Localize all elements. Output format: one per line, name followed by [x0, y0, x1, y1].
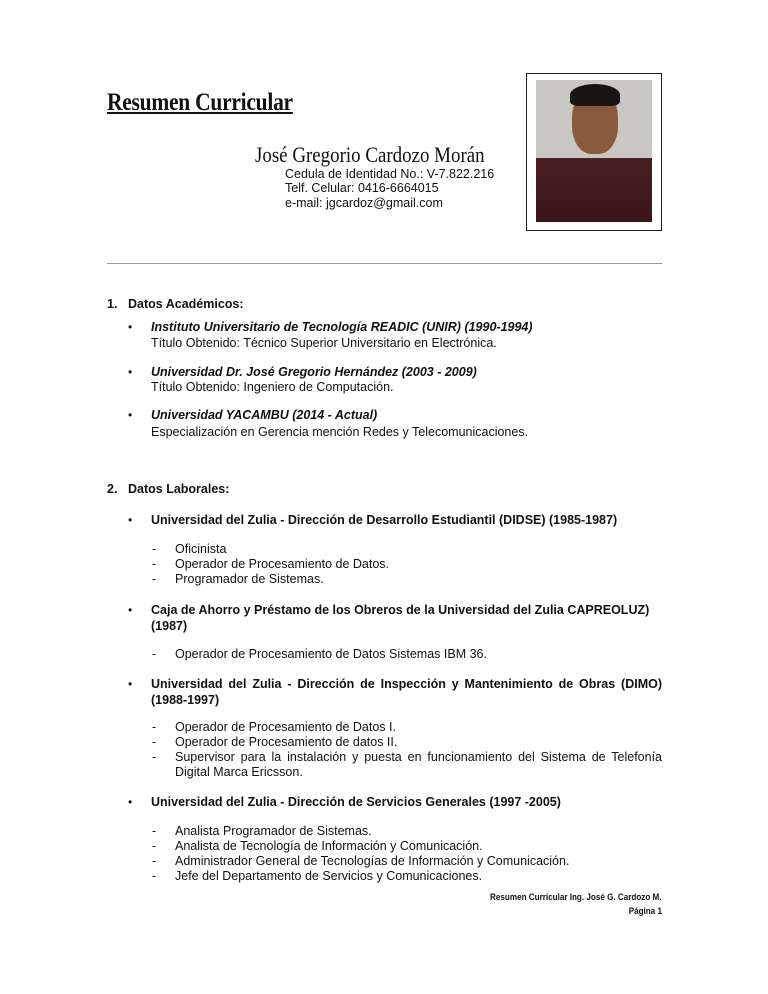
document-title: Resumen Curricular — [107, 89, 293, 116]
employer: Universidad del Zulia - Dirección de Servicios Generales (1997 -2005) — [151, 795, 561, 809]
dash: - — [152, 572, 157, 586]
photo-frame — [526, 73, 662, 231]
dash: - — [152, 839, 157, 853]
dash: - — [152, 557, 157, 571]
section-number: 2. — [107, 482, 118, 496]
employer: Universidad del Zulia - Dirección de Inspección y Mantenimiento de Obras (DIMO) — [151, 677, 662, 691]
institution: Instituto Universitario de Tecnología READIC (UNIR) (1990-1994) — [151, 320, 533, 334]
dash: - — [152, 647, 157, 661]
email: e-mail: jgcardoz@gmail.com — [285, 196, 443, 210]
page-number: Página 1 — [628, 906, 662, 916]
role: Operador de Procesamiento de Datos I. — [175, 720, 396, 734]
dash: - — [152, 542, 157, 556]
divider — [107, 263, 662, 264]
degree: Título Obtenido: Técnico Superior Universitario en Electrónica. — [151, 336, 497, 350]
employer-years: (1988-1997) — [151, 693, 220, 707]
profile-photo — [536, 80, 652, 222]
role: Jefe del Departamento de Servicios y Comunicaciones. — [175, 869, 483, 883]
bullet: • — [128, 603, 133, 617]
bullet: • — [128, 677, 133, 691]
bullet: • — [128, 408, 133, 422]
dash: - — [152, 735, 157, 749]
footer-title: Resumen Curricular Ing. José G. Cardozo M. — [490, 892, 662, 902]
role: Oficinista — [175, 542, 227, 556]
section-heading-work: Datos Laborales: — [128, 482, 230, 496]
bullet: • — [128, 320, 133, 334]
role: Operador de Procesamiento de datos II. — [175, 735, 398, 749]
phone: Telf. Celular: 0416-6664015 — [285, 181, 439, 195]
bullet: • — [128, 513, 133, 527]
employer: Universidad del Zulia - Dirección de Desarrollo Estudiantil (DIDSE) (1985-1987) — [151, 513, 618, 527]
dash: - — [152, 869, 157, 883]
role: Administrador General de Tecnologías de Información y Comunicación. — [175, 854, 570, 868]
degree: Especialización en Gerencia mención Redes y Telecomunicaciones. — [151, 425, 529, 439]
role: Operador de Procesamiento de Datos. — [175, 557, 390, 571]
dash: - — [152, 750, 157, 764]
bullet: • — [128, 365, 133, 379]
dash: - — [152, 824, 157, 838]
cedula: Cedula de Identidad No.: V-7.822.216 — [285, 167, 495, 181]
employer: Caja de Ahorro y Préstamo de los Obreros de la Universidad del Zulia CAPREOLUZ) — [151, 603, 650, 617]
role: Analista de Tecnología de Información y Comunicación. — [175, 839, 483, 853]
role: Supervisor para la instalación y puesta en funcionamiento del Sistema de Telefonía — [175, 750, 662, 764]
role: Analista Programador de Sistemas. — [175, 824, 372, 838]
section-heading-academic: Datos Académicos: — [128, 297, 244, 311]
employer-years: (1987) — [151, 619, 188, 633]
institution: Universidad YACAMBU (2014 - Actual) — [151, 408, 378, 422]
institution: Universidad Dr. José Gregorio Hernández (2003 - 2009) — [151, 365, 477, 379]
bullet: • — [128, 795, 133, 809]
role-continuation: Digital Marca Ericsson. — [175, 765, 303, 779]
degree: Título Obtenido: Ingeniero de Computación. — [151, 380, 394, 394]
dash: - — [152, 854, 157, 868]
dash: - — [152, 720, 157, 734]
section-number: 1. — [107, 297, 118, 311]
role: Programador de Sistemas. — [175, 572, 324, 586]
role: Operador de Procesamiento de Datos Sistemas IBM 36. — [175, 647, 487, 661]
person-name: José Gregorio Cardozo Morán — [255, 142, 485, 167]
